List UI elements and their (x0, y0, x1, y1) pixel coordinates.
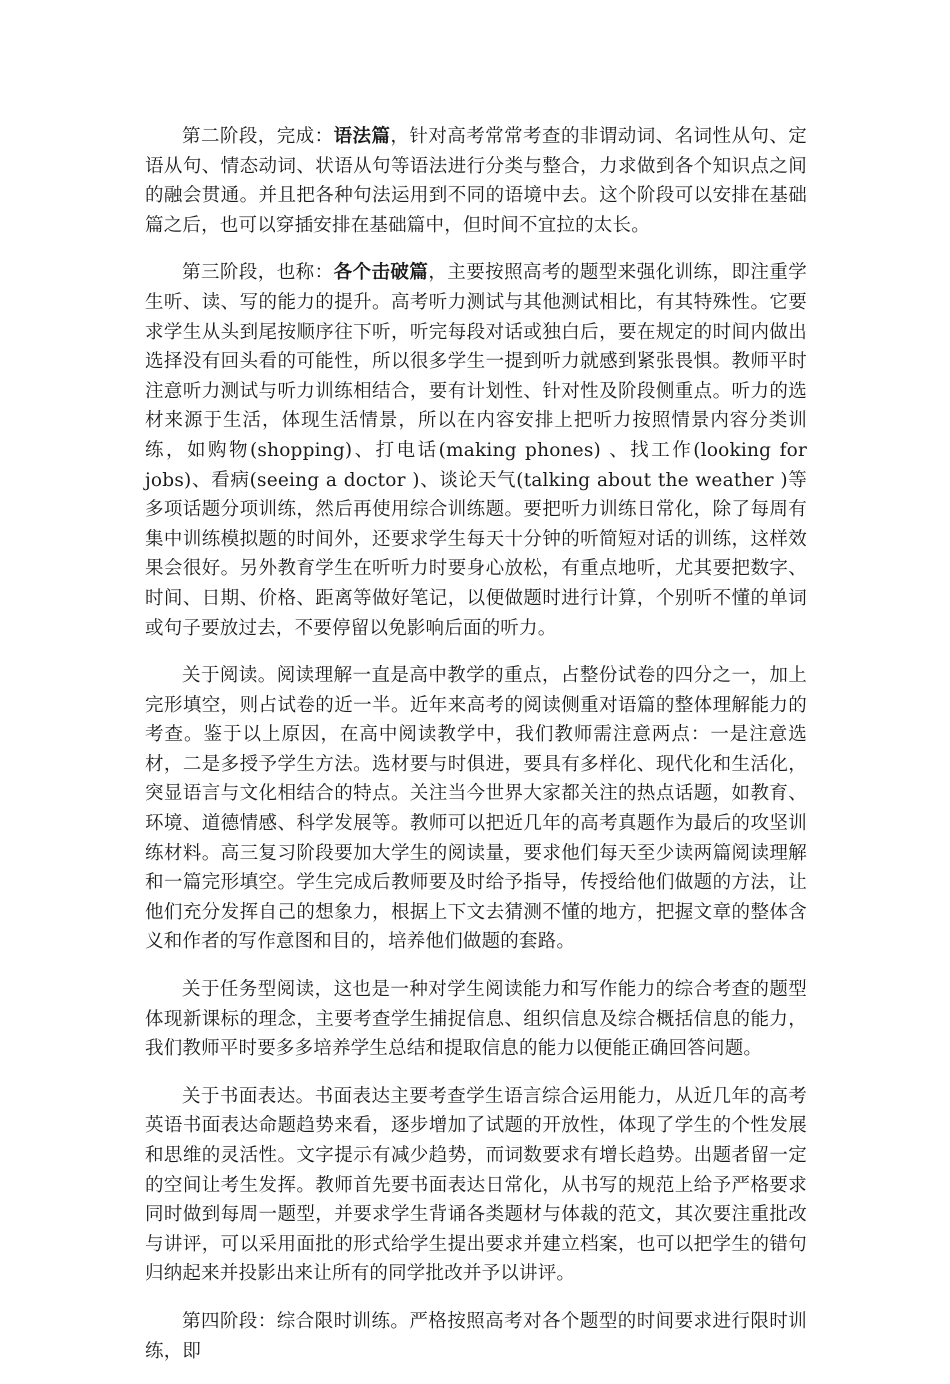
paragraph-text: 关于书面表达。书面表达主要考查学生语言综合运用能力，从近几年的高考英语书面表达命题趋势来看，逐步增加了试题的开放性，体现了学生的个性发展和思维的灵活性。文字提示有减少趋势，而词数要求有增长趋势。出题者留一定的空间让考生发挥。教师首先要书面表达日常化，从书写的规范上给予严格要求同时做到每周一题型，并要求学生背诵各类题材与体裁的范文，其次要注重批改与讲评，可以采用面批的形式给学生提出要求并建立档案，也可以把学生的错句归纳起来并投影出来让所有的同学批改并予以讲评。 (145, 1085, 807, 1285)
paragraph-writing (145, 1082, 807, 1289)
document-page (145, 122, 807, 1384)
paragraph-timed-training (145, 1307, 807, 1366)
paragraph-text: 关于阅读。阅读理解一直是高中教学的重点，占整份试卷的四分之一，加上完形填空，则占试卷的近一半。近年来高考的阅读侧重对语篇的整体理解能力的考查。鉴于以上原因，在高中阅读教学中，我们教师需注意两点：一是注意选材，二是多授予学生方法。选材要与时俱进，要具有多样化、现代化和生活化，突显语言与文化相结合的特点。关注当今世界大家都关注的热点话题，如教育、环境、道德情感、科学发展等。教师可以把近几年的高考真题作为最后的攻坚训练材料。高三复习阶段要加大学生的阅读量，要求他们每天至少读两篇阅读理解和一篇完形填空。学生完成后教师要及时给予指导，传授给他们做题的方法，让他们充分发挥自己的想象力，根据上下文去猜测不懂的地方，把握文章的整体含义和作者的写作意图和目的，培养他们做题的套路。 (145, 665, 807, 953)
paragraph-grammar-stage (145, 122, 807, 240)
paragraph-text: ，针对高考常常考查的非谓动词、名词性从句、定语从句、情态动词、状语从句等语法进行分类与整合，力求做到各个知识点之间的融会贯通。并且把各种句法运用到不同的语境中去。这个阶段可以安排在基础篇之后，也可以穿插安排在基础篇中，但时间不宜拉的太长。 (145, 126, 807, 236)
bold-term-breakthrough: 各个击破篇 (333, 262, 429, 284)
paragraph-prefix: 第三阶段，也称： (182, 262, 334, 284)
paragraph-reading (145, 661, 807, 957)
paragraph-breakthrough-stage (145, 258, 807, 643)
paragraph-text: ，主要按照高考的题型来强化训练，即注重学生听、读、写的能力的提升。高考听力测试与其他测试相比，有其特殊性。它要求学生从头到尾按顺序往下听，听完每段对话或独白后，要在规定的时间内做出选择没有回头看的可能性，所以很多学生一提到听力就感到紧张畏惧。教师平时注意听力测试与听力训练相结合，要有计划性、针对性及阶段侧重点。听力的选材来源于生活，体现生活情景，所以在内容安排上把听力按照情景内容分类训练，如购物(shopping)、打电话(making phones) 、找工作(looking for jobs)、看病(seeing a doctor )、谈论天气(talking about the weather )等多项话题分项训练，然后再使用综合训练题。要把听力训练日常化，除了每周有集中训练模拟题的时间外，还要求学生每天十分钟的听简短对话的训练，这样效果会很好。另外教育学生在听听力时要身心放松，有重点地听，尤其要把数字、时间、日期、价格、距离等做好笔记，以便做题时进行计算，个别听不懂的单词或句子要放过去，不要停留以免影响后面的听力。 (145, 262, 807, 639)
bold-term-grammar: 语法篇 (333, 126, 391, 147)
paragraph-text: 第四阶段：综合限时训练。严格按照高考对各个题型的时间要求进行限时训练，即 (145, 1310, 807, 1362)
paragraph-task-reading (145, 975, 807, 1064)
paragraph-prefix: 第二阶段，完成： (182, 126, 334, 147)
paragraph-text: 关于任务型阅读，这也是一种对学生阅读能力和写作能力的综合考查的题型体现新课标的理念，主要考查学生捕捉信息、组织信息及综合概括信息的能力，我们教师平时要多多培养学生总结和提取信息的能力以便能正确回答问题。 (145, 979, 807, 1060)
